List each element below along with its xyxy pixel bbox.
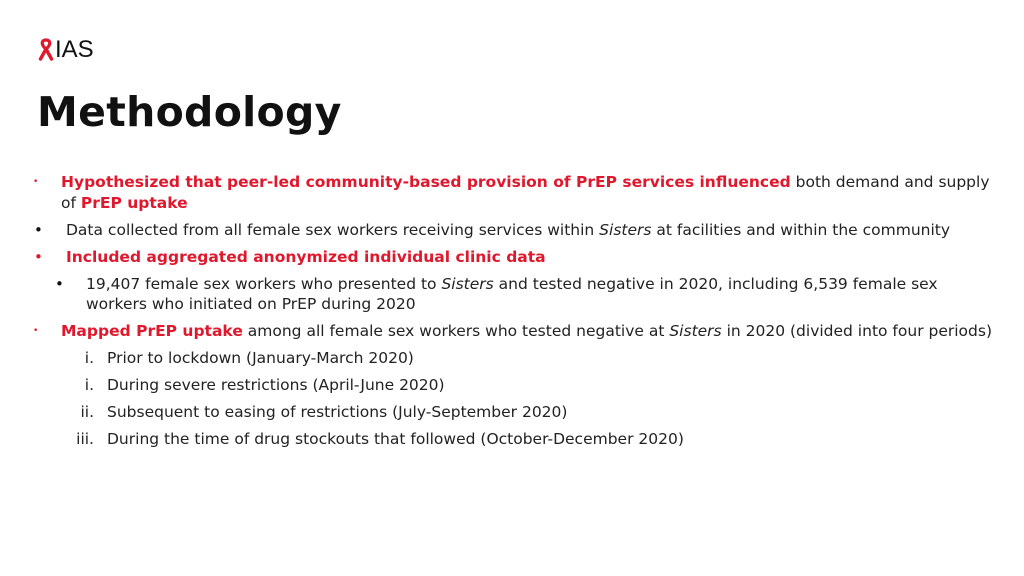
- red-ribbon-icon: [38, 37, 54, 63]
- page-title: Methodology: [37, 88, 342, 136]
- period-item: [30, 348, 1000, 369]
- period-marker: i.: [84, 376, 94, 394]
- bullet-icon: •: [33, 326, 39, 336]
- period-marker: iii.: [76, 430, 94, 448]
- period-item: [30, 429, 1000, 450]
- bold-red-text: Included aggregated anonymized individual clinic data: [66, 247, 546, 266]
- item-text: 19,407 female sex workers who presented to: [86, 274, 442, 293]
- logo-text: IAS: [55, 36, 94, 63]
- list-item: [30, 247, 1000, 268]
- period-text: During severe restrictions (April-June 2020): [107, 376, 445, 394]
- list-item: [30, 172, 1000, 213]
- bold-red-text: Mapped PrEP uptake: [61, 322, 243, 340]
- item-text: at facilities and within the community: [651, 220, 951, 239]
- item-text: among all female sex workers who tested negative at: [242, 322, 670, 340]
- period-marker: ii.: [80, 403, 94, 421]
- bullet-list: [30, 172, 1000, 456]
- italic-text: Sisters: [441, 274, 494, 293]
- bullet-icon: •: [34, 247, 43, 266]
- period-text: Prior to lockdown (January-March 2020): [107, 349, 414, 367]
- list-item: [30, 220, 1000, 241]
- bold-red-text: Hypothesized that peer-led community-based provision of PrEP services influenced: [61, 173, 791, 191]
- period-item: [30, 375, 1000, 396]
- ias-logo: [38, 36, 94, 64]
- bullet-icon: •: [34, 220, 43, 239]
- bold-red-text: PrEP uptake: [80, 193, 188, 212]
- bullet-icon: •: [33, 177, 39, 187]
- period-marker: i.: [84, 349, 94, 367]
- period-item: [30, 402, 1000, 423]
- italic-text: Sisters: [669, 322, 722, 340]
- period-text: Subsequent to easing of restrictions (July-September 2020): [107, 403, 568, 421]
- item-text: in 2020 (divided into four periods): [721, 322, 992, 340]
- item-text: Data collected from all female sex workers receiving services within: [66, 220, 600, 239]
- list-item: [30, 274, 1000, 315]
- item-text: both demand and supply of: [61, 173, 990, 212]
- list-item: [30, 321, 1000, 342]
- period-text: During the time of drug stockouts that followed (October-December 2020): [107, 430, 684, 448]
- bullet-icon: •: [55, 274, 64, 293]
- italic-text: Sisters: [599, 220, 652, 239]
- item-text: and tested negative in 2020, including 6,539 female sex workers who initiated on PrEP during 2020: [86, 274, 938, 313]
